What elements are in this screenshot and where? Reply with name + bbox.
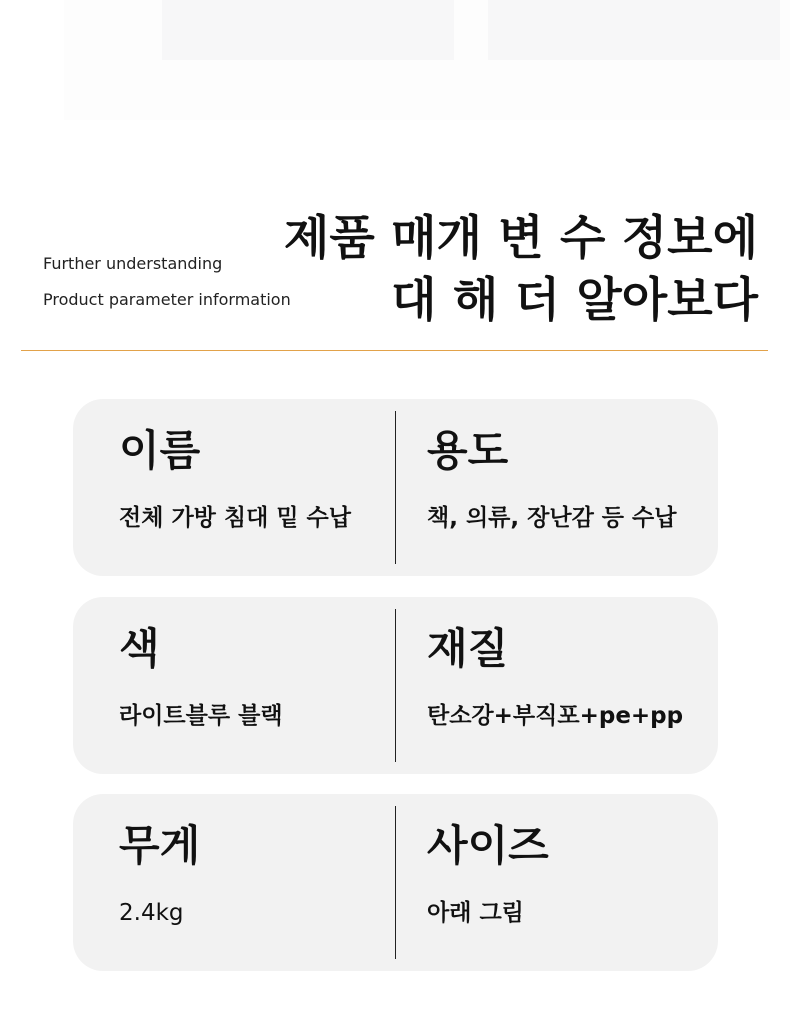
- header-title-line2: 대 해 더 알아보다: [391, 273, 758, 328]
- spec-cell-size: [427, 794, 707, 971]
- spec-cell-usage: [427, 399, 707, 576]
- spec-label-color: 색: [119, 624, 160, 673]
- spec-label-material: 재질: [427, 624, 509, 673]
- header-title-line1: 제품 매개 변 수 정보에: [283, 211, 758, 266]
- spec-cell-weight: [119, 794, 379, 971]
- spec-value-weight: 2.4kg: [119, 900, 184, 926]
- spec-card-color-material: [73, 597, 718, 774]
- header-subtitle-line1: Further understanding: [43, 254, 223, 273]
- parameter-header: [0, 200, 790, 350]
- spec-card-weight-size: [73, 794, 718, 971]
- spec-cell-color: [119, 597, 379, 774]
- spec-label-usage: 용도: [427, 426, 509, 475]
- spec-card-divider: [395, 411, 396, 564]
- spec-label-name: 이름: [119, 426, 201, 475]
- spec-cell-name: [119, 399, 379, 576]
- spec-label-weight: 무게: [119, 821, 201, 870]
- spec-value-size: 아래 그림: [427, 900, 524, 926]
- spec-card-divider: [395, 609, 396, 762]
- spec-value-usage: 책, 의류, 장난감 등 수납: [427, 505, 677, 531]
- product-photo-panel-left: [162, 0, 454, 60]
- spec-label-size: 사이즈: [427, 821, 549, 870]
- header-subtitle-line2: Product parameter information: [43, 290, 291, 309]
- spec-value-color: 라이트블루 블랙: [119, 703, 283, 729]
- spec-card-divider: [395, 806, 396, 959]
- product-photo-remnant: [64, 0, 790, 120]
- spec-value-material: 탄소강+부직포+pe+pp: [427, 703, 684, 729]
- header-divider: [21, 350, 768, 351]
- spec-value-name: 전체 가방 침대 밑 수납: [119, 505, 351, 531]
- spec-cell-material: [427, 597, 707, 774]
- spec-card-name-usage: [73, 399, 718, 576]
- product-photo-panel-right: [488, 0, 780, 60]
